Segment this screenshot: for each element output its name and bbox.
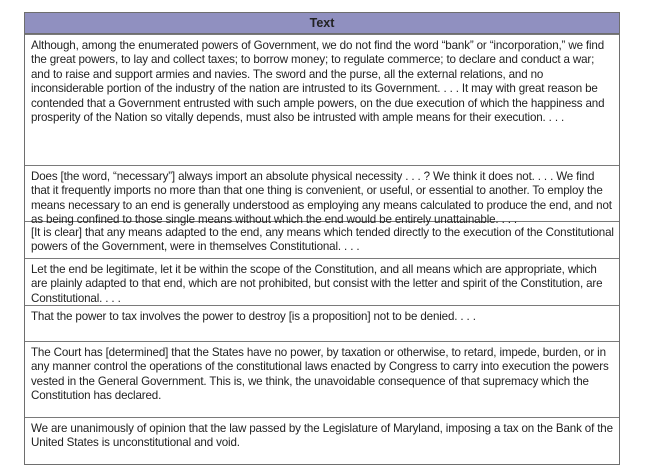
table-row: That the power to tax involves the power to destroy [is a proposition] not to be denied. . . . <box>25 305 619 341</box>
table-row: We are unanimously of opinion that the law passed by the Legislature of Maryland, imposing a tax on the Bank of the United States is unconstitutional and void. <box>25 417 619 464</box>
table-row: Let the end be legitimate, let it be within the scope of the Constitution, and all means which are appropriate, which are plainly adapted to that end, which are not prohibited, but consist with the letter and spirit of the Constitution, are Constitutional. . . . <box>25 258 619 305</box>
table-row: The Court has [determined] that the States have no power, by taxation or otherwise, to retard, impede, burden, or in any manner control the operations of the constitutional laws enacted by Congress to carry into execution the powers vested in the General Government. This is, we think, the unavoidable consequence of that supremacy which the Constitution has declared. <box>25 341 619 417</box>
table-header: Text <box>25 13 619 34</box>
text-table <box>24 12 620 465</box>
table-row: [It is clear] that any means adapted to the end, any means which tended directly to the execution of the Constitutional powers of the Government, were in themselves Constitutional. . . . <box>25 221 619 258</box>
table-row: Does [the word, “necessary”] always import an absolute physical necessity . . . ? We think it does not. . . . We find that it frequently imports no more than that one thing is convenient, or useful, or essential to another. To employ the means necessary to an end is generally understood as employing any means calculated to produce the end, and not as being confined to those single means without which the end would be entirely unattainable. . . . <box>25 165 619 221</box>
table-row: Although, among the enumerated powers of Government, we do not find the word “bank” or “incorporation,” we find the great powers, to lay and collect taxes; to borrow money; to regulate commerce; to declare and conduct a war; and to raise and support armies and navies. The sword and the purse, all the external relations, and no inconsiderable portion of the industry of the nation are intrusted to its Government. . . . It may with great reason be contended that a Government entrusted with such ample powers, on the due execution of which the happiness and prosperity of the Nation so vitally depends, must also be intrusted with ample means for their execution. . . . <box>25 34 619 165</box>
